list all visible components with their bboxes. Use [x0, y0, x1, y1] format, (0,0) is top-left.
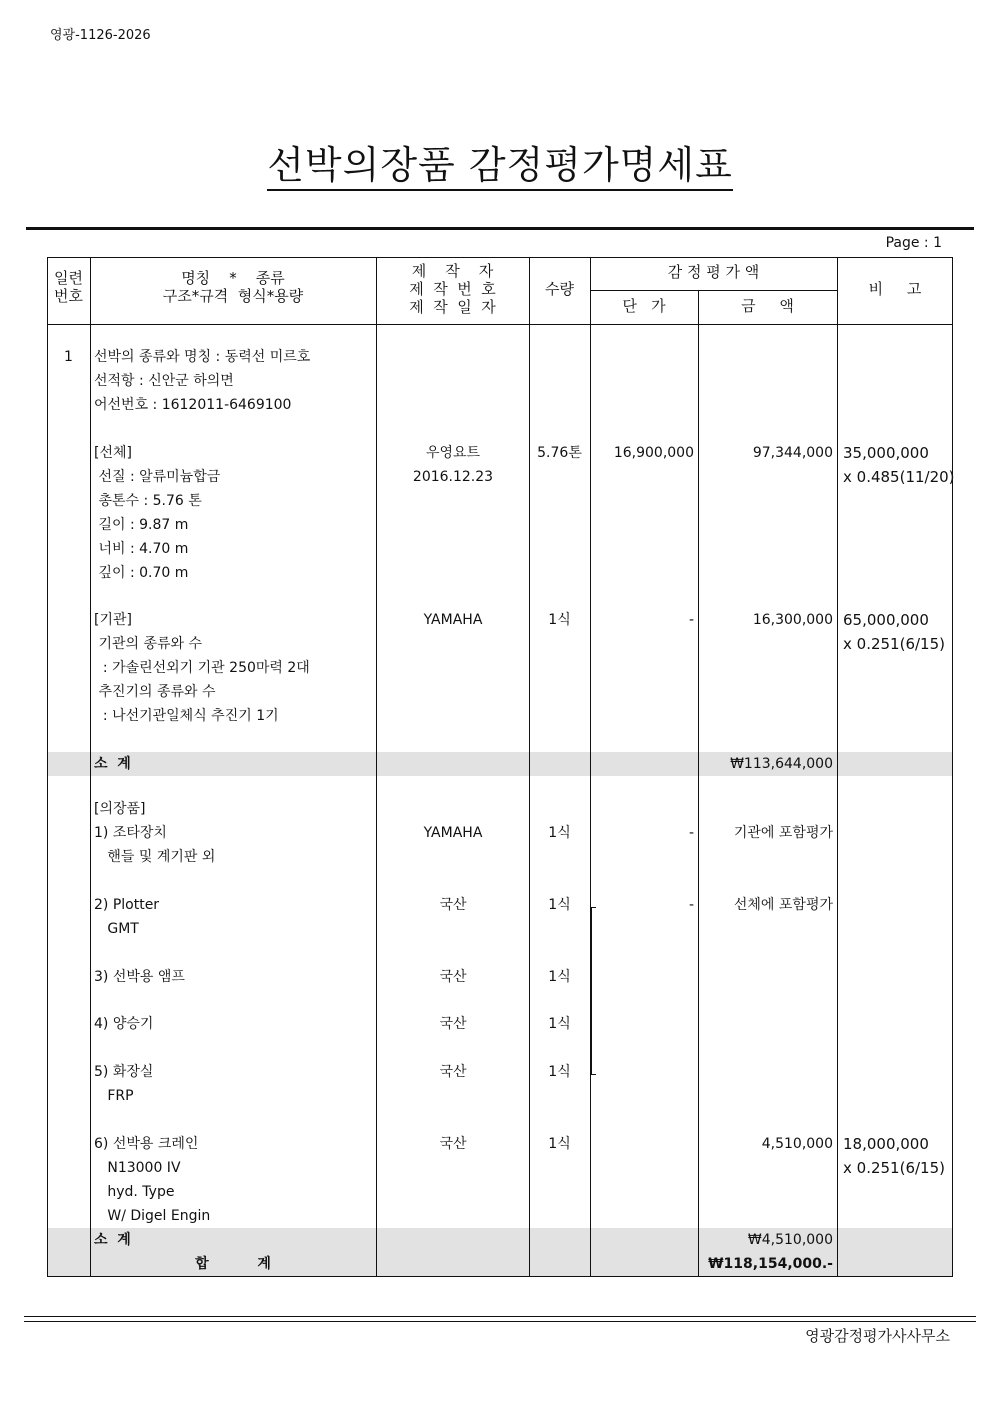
table-row: [47, 1180, 953, 1204]
header-name: 명칭 * 종류 구조*규격 형식*용량: [162, 269, 304, 305]
cell-qty: 1식: [548, 825, 571, 841]
cell-maker: 국산: [439, 969, 467, 985]
table-row: [47, 797, 953, 821]
table-row: [47, 608, 953, 632]
cell-qty: 1식: [548, 897, 571, 913]
cell-maker: 국산: [439, 1136, 467, 1152]
cell-name: 선적항 : 신안군 하의면: [94, 373, 234, 389]
office-name: 영광감정평가사사무소: [805, 1327, 950, 1345]
cell-name: 소 계: [94, 756, 131, 772]
table-row: [47, 893, 953, 917]
table-row: [47, 752, 953, 776]
cell-qty: 1식: [548, 969, 571, 985]
header-serial: 일련 번호: [54, 269, 83, 305]
header-quantity: 수량: [545, 280, 574, 298]
cell-maker: 국산: [439, 1064, 467, 1080]
cell-remark: 35,000,000: [843, 444, 929, 462]
bracket-mark: [591, 907, 596, 1075]
header-amount: 금 액: [741, 297, 794, 315]
cell-unit: -: [688, 897, 694, 913]
cell-maker: 우영요트: [425, 445, 481, 461]
cell-name: 6) 선박용 크레인: [94, 1136, 199, 1152]
cell-name: 소 계: [94, 1232, 131, 1248]
cell-unit: -: [688, 612, 694, 628]
page-title: 선박의장품 감정평가명세표: [0, 134, 1000, 189]
cell-qty: 5.76톤: [537, 445, 582, 461]
appraisal-table: [47, 257, 953, 1277]
header-unit-price: 단 가: [622, 297, 666, 315]
cell-name: 2) Plotter: [94, 897, 160, 913]
page-number: Page : 1: [885, 235, 942, 251]
table-row: [47, 656, 953, 680]
table-row: [47, 917, 953, 941]
table-row: [47, 465, 953, 489]
cell-name: 5) 화장실: [94, 1064, 154, 1080]
cell-amount: 16,300,000: [752, 612, 833, 628]
cell-name: [선체]: [94, 445, 132, 461]
cell-name: : 가솔린선외기 기관 250마력 2대: [94, 660, 310, 676]
table-row: [47, 345, 953, 369]
table-row: [47, 680, 953, 704]
cell-name: [의장품]: [94, 801, 146, 817]
table-row: [47, 537, 953, 561]
cell-name: : 나선기관일체식 추진기 1기: [94, 708, 279, 724]
cell-name: 선박의 종류와 명칭 : 동력선 미르호: [94, 349, 311, 365]
cell-qty: 1식: [548, 1136, 571, 1152]
table-row: [47, 1156, 953, 1180]
cell-remark: 18,000,000: [843, 1135, 929, 1153]
table-row: [47, 1060, 953, 1084]
document-number: 영광-1126-2026: [50, 28, 151, 43]
cell-remark: x 0.251(6/15): [843, 635, 945, 653]
header-maker: 제 작 자 제 작 번 호 제 작 일 자: [409, 262, 496, 316]
cell-maker: 국산: [439, 1016, 467, 1032]
cell-name: [기관]: [94, 612, 132, 628]
cell-name: 3) 선박용 앰프: [94, 969, 185, 985]
cell-name: 합 계: [195, 1256, 271, 1272]
cell-num: 1: [64, 349, 73, 365]
header-appraisal-value: 감 정 평 가 액: [667, 263, 760, 281]
cell-name: 길이 : 9.87 m: [94, 517, 189, 533]
cell-name: FRP: [94, 1088, 134, 1104]
cell-amount: 선체에 포함평가: [733, 897, 833, 913]
cell-remark: x 0.251(6/15): [843, 1159, 945, 1177]
cell-name: 기관의 종류와 수: [94, 636, 203, 652]
table-row: [47, 632, 953, 656]
cell-maker: 국산: [439, 897, 467, 913]
cell-qty: 1식: [548, 1016, 571, 1032]
cell-amount: ₩4,510,000: [747, 1232, 833, 1248]
table-row: [47, 1228, 953, 1252]
cell-name: W/ Digel Engin: [94, 1208, 211, 1224]
table-row: [47, 821, 953, 845]
table-row: [47, 561, 953, 585]
cell-name: 깊이 : 0.70 m: [94, 565, 189, 581]
cell-name: 어선번호 : 1612011-6469100: [94, 397, 292, 413]
cell-unit: -: [688, 825, 694, 841]
cell-name: 핸들 및 계기판 외: [94, 849, 216, 865]
header-remarks: 비 고: [868, 280, 922, 298]
cell-name: 1) 조타장치: [94, 825, 167, 841]
table-row: [47, 965, 953, 989]
table-row: [47, 441, 953, 465]
cell-name: hyd. Type: [94, 1184, 175, 1200]
table-row: [47, 704, 953, 728]
table-row: [47, 1204, 953, 1228]
table-row: [47, 513, 953, 537]
cell-remark: x 0.485(11/20): [843, 468, 955, 486]
table-row: [47, 393, 953, 417]
cell-amount: ₩118,154,000.-: [708, 1256, 833, 1272]
table-row: [47, 1084, 953, 1108]
cell-unit: 16,900,000: [613, 445, 694, 461]
cell-name: 추진기의 종류와 수: [94, 684, 216, 700]
cell-amount: 97,344,000: [752, 445, 833, 461]
cell-amount: 기관에 포함평가: [733, 825, 833, 841]
cell-maker: YAMAHA: [423, 612, 483, 628]
table-row: [47, 1252, 953, 1276]
cell-remark: 65,000,000: [843, 611, 929, 629]
cell-name: 4) 양승기: [94, 1016, 154, 1032]
cell-name: GMT: [94, 921, 139, 937]
cell-name: 선질 : 알류미늄합금: [94, 469, 221, 485]
cell-name: N13000 IV: [94, 1160, 181, 1176]
table-row: [47, 369, 953, 393]
cell-maker: 2016.12.23: [412, 469, 494, 485]
cell-name: 너비 : 4.70 m: [94, 541, 189, 557]
cell-name: 총톤수 : 5.76 톤: [94, 493, 202, 509]
cell-qty: 1식: [548, 1064, 571, 1080]
table-row: [47, 1132, 953, 1156]
cell-amount: ₩113,644,000: [730, 756, 833, 772]
cell-maker: YAMAHA: [423, 825, 483, 841]
table-row: [47, 845, 953, 869]
table-row: [47, 1012, 953, 1036]
title-divider: [26, 227, 974, 230]
table-row: [47, 489, 953, 513]
cell-qty: 1식: [548, 612, 571, 628]
cell-amount: 4,510,000: [761, 1136, 833, 1152]
